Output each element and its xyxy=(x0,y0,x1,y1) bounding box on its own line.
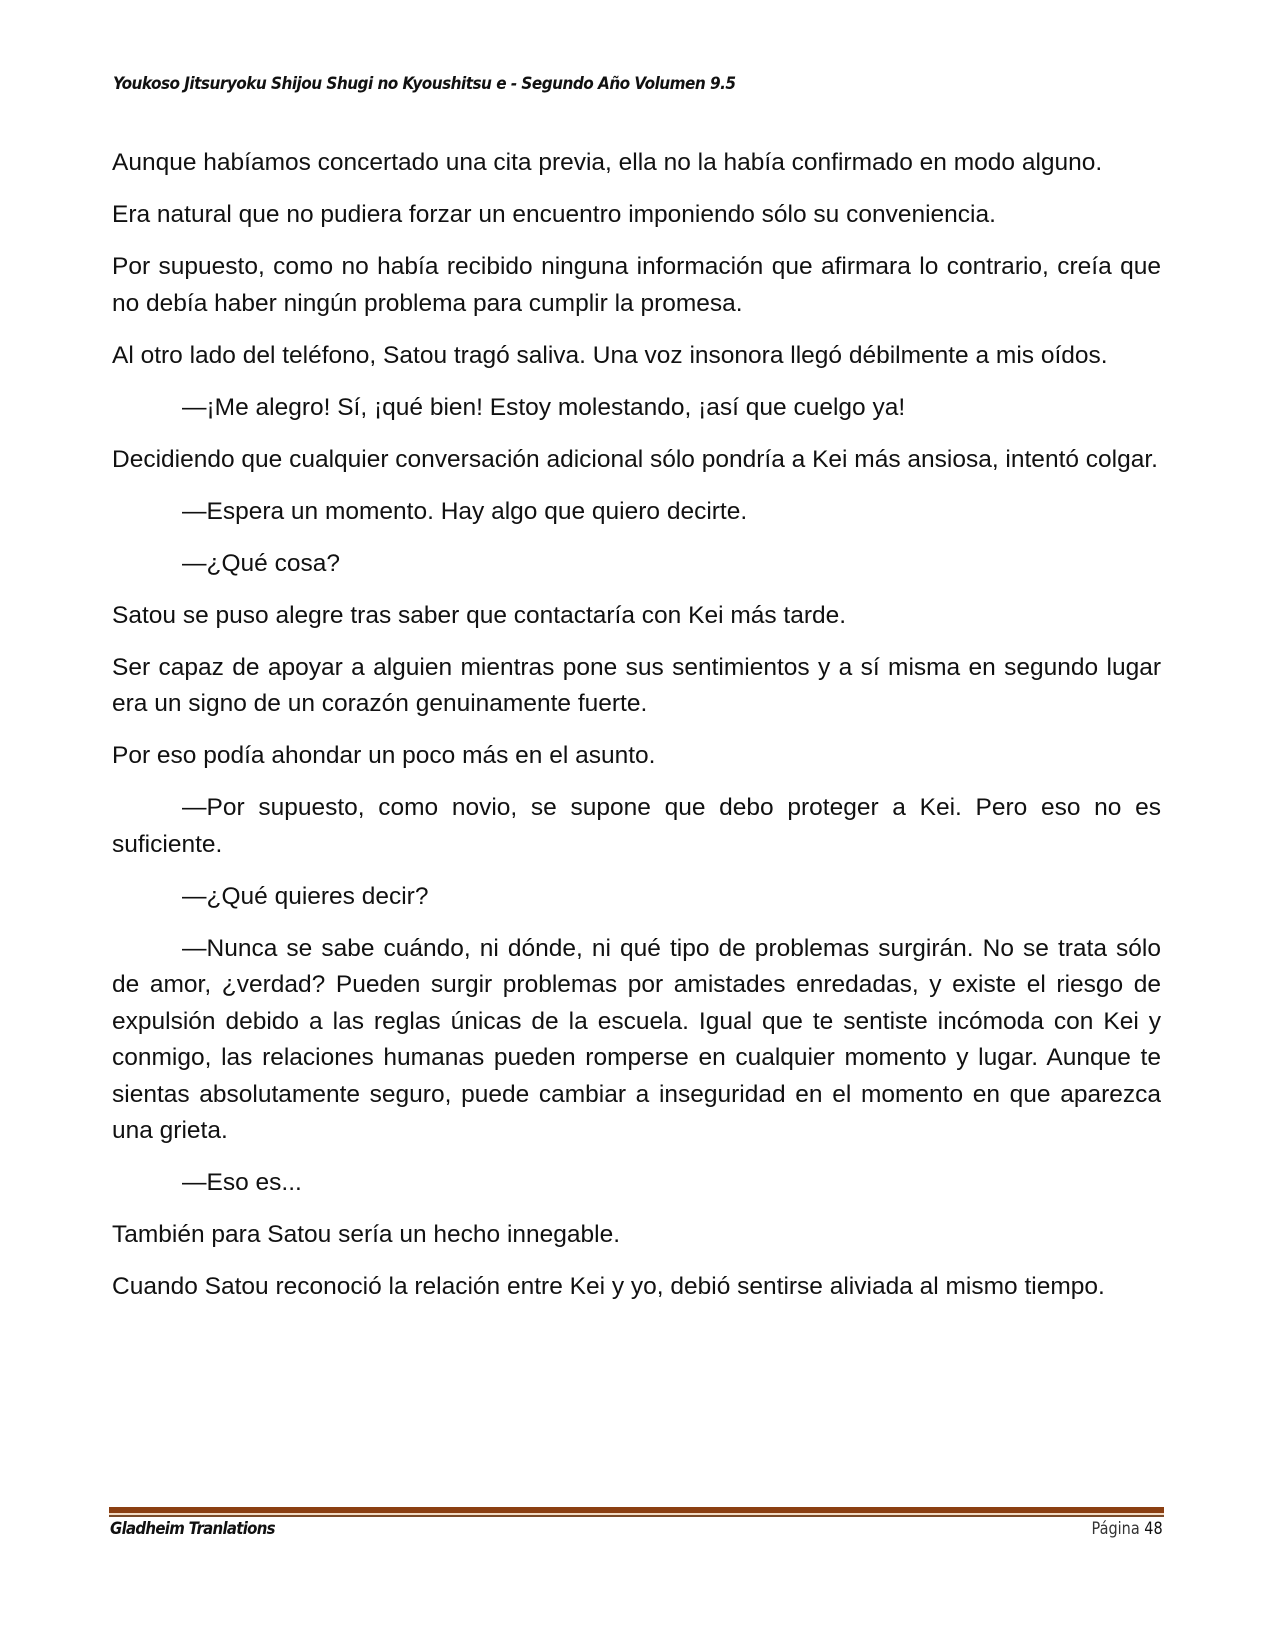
footer-rule xyxy=(109,1507,1164,1519)
paragraph: Era natural que no pudiera forzar un encuentro imponiendo sólo su conveniencia. xyxy=(112,201,996,228)
paragraph: Al otro lado del teléfono, Satou tragó saliva. Una voz insonora llegó débilmente a mis oídos. xyxy=(112,341,1108,369)
footer-rule-thin xyxy=(109,1515,1164,1517)
paragraph: Por supuesto, como no había recibido ninguna información que afirmara lo contrario, creía que no debía haber ningún problema para cumplir la promesa. xyxy=(112,253,1161,317)
page-label: Página xyxy=(1091,1519,1141,1539)
footer-page-number xyxy=(1092,1519,1163,1539)
dialog-paragraph: —¡Me alegro! Sí, ¡qué bien! Estoy molestando, ¡así que cuelgo ya! xyxy=(182,393,906,421)
dialog-paragraph: —¿Qué cosa? xyxy=(182,549,340,577)
dialog-paragraph: —Eso es... xyxy=(182,1169,302,1196)
dialog-paragraph: —Por supuesto, como novio, se supone que debo proteger a Kei. Pero eso no es suficiente. xyxy=(112,794,1161,858)
footer-publisher: Gladheim Tranlations xyxy=(110,1519,275,1539)
dialog-paragraph: —Nunca se sabe cuándo, ni dónde, ni qué tipo de problemas surgirán. No se trata sólo de amor, ¿verdad? Pueden surgir problemas por amistades enredadas, y existe el riesgo de expulsión debido a las reglas únicas de la escuela. Igual que te sentiste incómoda con Kei y conmigo, las relaciones humanas pueden romperse en cualquier momento y lugar. Aunque te sientas absolutamente seguro, puede cambiar a inseguridad en el momento en que aparezca una grieta. xyxy=(112,934,1161,1144)
paragraph: Decidiendo que cualquier conversación adicional sólo pondría a Kei más ansiosa, intentó colgar. xyxy=(112,445,1158,473)
running-header: Youkoso Jitsuryoku Shijou Shugi no Kyoushitsu e - Segundo Año Volumen 9.5 xyxy=(113,74,736,94)
paragraph: Aunque habíamos concertado una cita previa, ella no la había confirmado en modo alguno. xyxy=(112,149,1103,176)
page-body xyxy=(112,145,1161,1321)
page-number: 48 xyxy=(1144,1519,1163,1539)
paragraph: Ser capaz de apoyar a alguien mientras pone sus sentimientos y a sí misma en segundo lugar era un signo de un corazón genuinamente fuerte. xyxy=(112,653,1161,717)
dialog-paragraph: —¿Qué quieres decir? xyxy=(182,882,429,910)
paragraph: Satou se puso alegre tras saber que contactaría con Kei más tarde. xyxy=(112,601,847,629)
dialog-paragraph: —Espera un momento. Hay algo que quiero decirte. xyxy=(182,497,748,525)
paragraph: Cuando Satou reconoció la relación entre Kei y yo, debió sentirse aliviada al mismo tiempo. xyxy=(112,1273,1105,1300)
paragraph: Por eso podía ahondar un poco más en el asunto. xyxy=(112,742,656,769)
paragraph: También para Satou sería un hecho innegable. xyxy=(112,1221,621,1248)
